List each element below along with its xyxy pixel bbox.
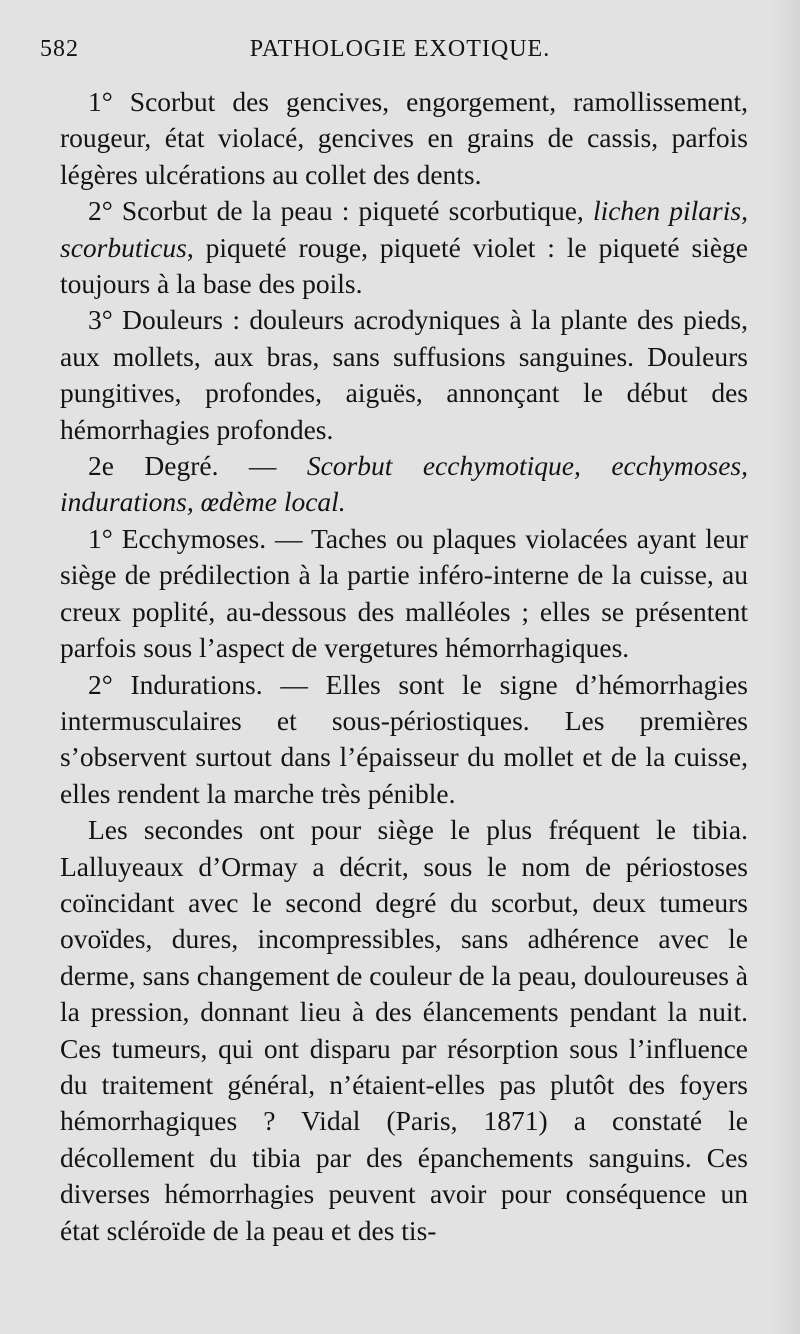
paragraph-text: 3° Douleurs : douleurs acrodyniques à la plante des pieds, aux mollets, aux bras, sans suffusions sanguines. Douleurs pungitives, profondes, aiguës, annonçant le début des hémorrhagies profondes. (60, 304, 748, 445)
paragraph-text: 1° Ecchymoses. — Taches ou plaques violacées ayant leur siège de prédilection à la partie inféro-interne de la cuisse, au creux poplité, au-dessous des malléoles ; elles se présentent parfois sous l’aspect de vergetures hémorrhagiques. (60, 522, 748, 664)
paragraph-scorbut-gencives (60, 84, 748, 193)
running-title: PATHOLOGIE EXOTIQUE. (249, 36, 551, 62)
paragraph-text: 2° Scorbut de la peau : piqueté scorbutique, (88, 195, 593, 227)
paragraph-text: 2° Indurations. — Elles sont le signe d’hémorrhagies intermusculaires et sous-périostiques. Les premières s’observent surtout dans l’épaisseur du mollet et de la cuisse, elles rendent la marche très pénible. (60, 668, 748, 809)
page-header (40, 36, 760, 70)
paragraph-second-degre (60, 448, 748, 521)
paragraph-indurations (60, 667, 748, 813)
paragraph-scorbut-peau (60, 193, 748, 302)
paragraph-text: , piqueté rouge, piqueté violet : le piqueté siège toujours à la base des poils. (60, 231, 748, 300)
section-heading: 2e Degré. — (88, 450, 307, 482)
paragraph-ecchymoses (60, 521, 748, 667)
page-number: 582 (40, 36, 79, 62)
italic-term: lichen pilaris, scorbuticus (60, 195, 748, 263)
italic-term: Scorbut ecchymotique, ecchymoses, indurations, œdème local. (60, 450, 748, 518)
paragraph-douleurs (60, 302, 748, 448)
page-edge-shadow (770, 0, 800, 1334)
paragraph-text: Les secondes ont pour siège le plus fréquent le tibia. Lalluyeaux d’Ormay a décrit, sous le nom de périostoses coïncidant avec le second degré du scorbut, deux tumeurs ovoïdes, dures, incompressibles, sans adhérence avec le derme, sans changement de couleur de la peau, douloureuses à la pression, donnant lieu à des élancements pendant la nuit. Ces tumeurs, qui ont disparu par résorption sous l’influence du traitement général, n’étaient-elles pas plutôt des foyers hémorrhagiques ? Vidal (Paris, 1871) a constaté le décollement du tibia par des épanchements sanguins. Ces diverses hémorrhagies peuvent avoir pour conséquence un état scléroïde de la peau et des tis- (60, 814, 748, 1246)
paragraph-secondes (60, 812, 748, 1249)
body-text (60, 84, 748, 1249)
paragraph-text: 1° Scorbut des gencives, engorgement, ramollissement, rougeur, état violacé, gencives en grains de cassis, parfois légères ulcérations au collet des dents. (60, 86, 748, 190)
